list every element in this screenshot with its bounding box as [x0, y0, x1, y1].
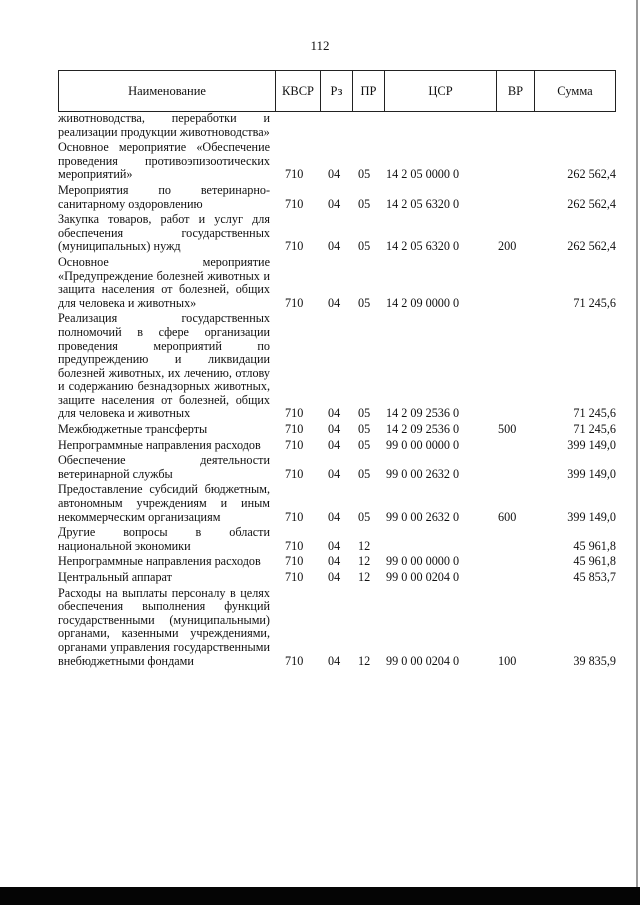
cell-csr: 99 0 00 0000 0 [386, 437, 460, 452]
cell-sum: 45 961,8 [573, 554, 616, 569]
cell-csr: 99 0 00 2632 0 [386, 509, 460, 524]
cell-name: Мероприятия по ветеринарно-санитарному оздоровлению [58, 182, 270, 211]
cell-rz: 04 [328, 538, 341, 553]
cell-pr: 05 [358, 239, 371, 254]
header-name: Наименование [58, 71, 275, 111]
cell-csr: 99 0 00 0204 0 [386, 570, 460, 584]
header-sum: Сумма [534, 71, 616, 111]
table-row [58, 587, 616, 669]
cell-name: Непрограммные направления расходов [58, 554, 261, 569]
cell-sum: 71 245,6 [573, 422, 616, 437]
cell-kvsr: 710 [285, 437, 304, 452]
cell-kvsr: 710 [285, 406, 304, 421]
cell-kvsr: 710 [285, 196, 304, 211]
cell-rz: 04 [328, 239, 341, 254]
cell-rz: 04 [328, 167, 341, 182]
header-kvsr: КВСР [275, 71, 320, 111]
page-number: 112 [310, 38, 330, 53]
table-row [58, 526, 616, 553]
cell-rz: 04 [328, 466, 341, 481]
cell-kvsr: 710 [285, 554, 304, 569]
cell-csr: 14 2 09 2536 0 [386, 406, 460, 421]
cell-rz: 04 [328, 437, 341, 452]
cell-csr: 99 0 00 2632 0 [386, 466, 460, 481]
cell-pr: 05 [358, 167, 371, 182]
cell-sum: 262 562,4 [567, 196, 616, 211]
header-csr: ЦСР [384, 71, 496, 111]
cell-name: Другие вопросы в области национальной экономики [58, 525, 270, 553]
cell-kvsr: 710 [285, 239, 304, 254]
cell-kvsr: 710 [285, 466, 304, 481]
cell-pr: 05 [358, 422, 371, 437]
cell-rz: 04 [328, 196, 341, 211]
header-vr: ВР [496, 71, 534, 111]
table-row [58, 571, 616, 585]
cell-sum: 399 149,0 [567, 466, 616, 481]
header-rz: Рз [320, 71, 352, 111]
cell-kvsr: 710 [285, 570, 304, 584]
table-row [58, 141, 616, 182]
cell-rz: 04 [328, 295, 341, 310]
budget-table [58, 70, 616, 668]
cell-sum: 71 245,6 [573, 295, 616, 310]
cell-sum: 39 835,9 [573, 653, 616, 668]
cell-pr: 05 [358, 295, 371, 310]
cell-name: Обеспечение деятельности ветеринарной службы [58, 453, 270, 481]
table-row [58, 213, 616, 254]
cell-name: Расходы на выплаты персоналу в целях обеспечения выполнения функций государственными (муниципальными) органами, казенными учреждениями, органами управления государственными внебюджетными фондами [58, 585, 270, 668]
cell-name: Предоставление субсидий бюджетным, автономным учреждениям и иным некоммерческим организациям [58, 482, 270, 524]
cell-csr: 99 0 00 0204 0 [386, 653, 460, 668]
scan-bottom-bar [0, 887, 640, 905]
table-row [58, 184, 616, 211]
cell-rz: 04 [328, 422, 341, 437]
cell-name: Реализация государственных полномочий в сфере организации проведения мероприятий по предупреждению и ликвидации болезней животных, их лечению, отлову и содержанию безнадзорных животных, защите населения от болезней, общих для человека и животных [58, 311, 270, 421]
cell-sum: 45 961,8 [573, 538, 616, 553]
cell-pr: 12 [358, 570, 371, 584]
cell-name: Основное мероприятие «Предупреждение болезней животных и защита населения от болезней, общих для человека и животных» [58, 254, 270, 310]
cell-csr: 14 2 09 0000 0 [386, 295, 460, 310]
table-row [58, 555, 616, 569]
table-row [58, 483, 616, 524]
table-row [58, 423, 616, 437]
cell-name: Центральный аппарат [58, 570, 172, 584]
cell-pr: 05 [358, 437, 371, 452]
cell-rz: 04 [328, 554, 341, 569]
cell-pr: 05 [358, 196, 371, 211]
cell-sum: 399 149,0 [567, 437, 616, 452]
cell-kvsr: 710 [285, 167, 304, 182]
header-pr: ПР [352, 71, 384, 111]
cell-sum: 45 853,7 [573, 570, 616, 584]
cell-kvsr: 710 [285, 422, 304, 437]
cell-kvsr: 710 [285, 295, 304, 310]
table-row [58, 112, 616, 139]
cell-vr: 600 [498, 509, 517, 524]
cell-sum: 262 562,4 [567, 239, 616, 254]
cell-pr: 05 [358, 466, 371, 481]
cell-pr: 12 [358, 554, 371, 569]
scan-edge [636, 0, 638, 905]
cell-rz: 04 [328, 509, 341, 524]
cell-pr: 12 [358, 538, 371, 553]
table-header [58, 70, 616, 112]
cell-pr: 05 [358, 509, 371, 524]
cell-name: Закупка товаров, работ и услуг для обеспечения государственных (муниципальных) нужд [58, 212, 270, 254]
cell-kvsr: 710 [285, 653, 304, 668]
cell-name: Межбюджетные трансферты [58, 422, 208, 437]
table-body [58, 112, 616, 668]
cell-sum: 71 245,6 [573, 406, 616, 421]
cell-vr: 100 [498, 653, 517, 668]
cell-kvsr: 710 [285, 509, 304, 524]
cell-vr: 500 [498, 422, 517, 437]
cell-name: Основное мероприятие «Обеспечение проведения противоэпизоотических мероприятий» [58, 140, 270, 182]
cell-rz: 04 [328, 653, 341, 668]
cell-sum: 262 562,4 [567, 167, 616, 182]
cell-rz: 04 [328, 570, 341, 584]
cell-kvsr: 710 [285, 538, 304, 553]
cell-pr: 12 [358, 653, 371, 668]
cell-csr: 14 2 09 2536 0 [386, 422, 460, 437]
cell-csr: 14 2 05 6320 0 [386, 196, 460, 211]
cell-csr: 14 2 05 0000 0 [386, 167, 460, 182]
cell-pr: 05 [358, 406, 371, 421]
cell-name: Непрограммные направления расходов [58, 437, 261, 452]
cell-sum: 399 149,0 [567, 509, 616, 524]
table-row [58, 454, 616, 481]
table-row [58, 439, 616, 453]
cell-csr: 14 2 05 6320 0 [386, 239, 460, 254]
table-row [58, 256, 616, 310]
cell-name: животноводства, переработки и реализации продукции животноводства» [58, 111, 270, 139]
cell-rz: 04 [328, 406, 341, 421]
cell-csr: 99 0 00 0000 0 [386, 554, 460, 569]
table-row [58, 312, 616, 421]
cell-vr: 200 [498, 239, 517, 254]
